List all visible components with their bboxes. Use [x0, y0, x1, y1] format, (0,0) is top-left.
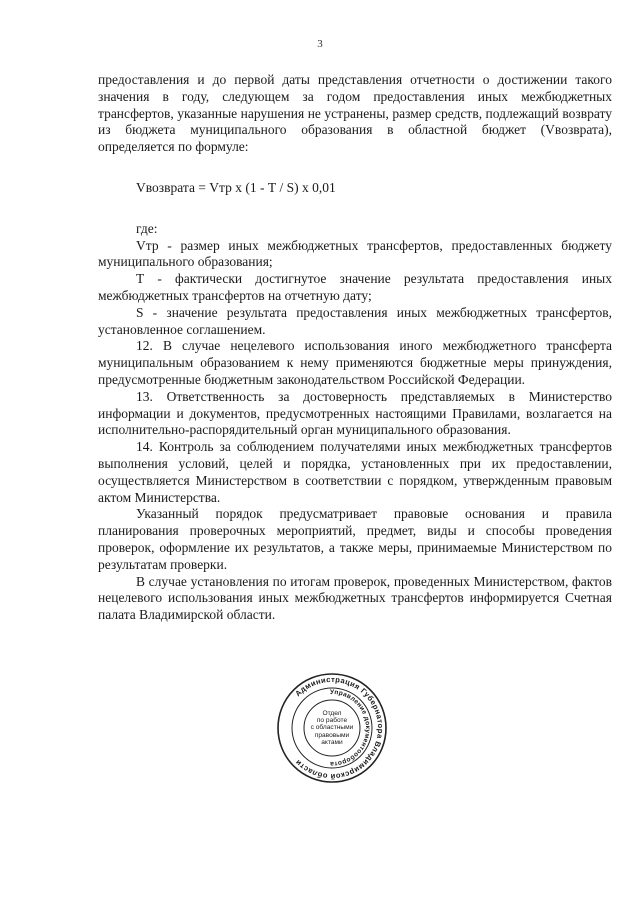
stamp-center: [310, 706, 354, 750]
stamp-line-2: по работе: [316, 717, 348, 725]
official-stamp: [276, 672, 388, 784]
clause-14-audit-chamber: В случае установления по итогам проверок, проведенных Министерством, фактов нецелевого использования иных межбюджетных трансфертов информируется Счетная палата Владимирской области.: [98, 573, 612, 623]
stamp-line-5: актами: [321, 738, 343, 746]
stamp-ring-text: Управление документооборота: [329, 688, 372, 768]
stamp-line-3: с областными: [310, 724, 354, 732]
stamp-outer-text: Администрация Губернатора Владимирской области: [293, 674, 386, 782]
where-label: где:: [136, 220, 158, 236]
stamp-line-4: правовыми: [314, 731, 350, 739]
definition-t: Т - фактически достигнутое значение результата предоставления иных межбюджетных трансфертов на отчетную дату;: [98, 271, 612, 303]
page-number: 3: [317, 38, 323, 50]
return-formula: Vвозврата = Vтр х (1 - Т / S) х 0,01: [136, 179, 336, 195]
stamp-line-1: Отдел: [322, 709, 342, 717]
clause-14-procedure: Указанный порядок предусматривает правовые основания и правила планирования проверочных мероприятий, предмет, виды и способы проведения проверок, оформление их результатов, а также меры, принимаемые Министерством по результатам проверки.: [98, 506, 612, 572]
definition-vtr: Vтр - размер иных межбюджетных трансфертов, предоставленных бюджету муниципального образования;: [98, 237, 612, 270]
paragraph-continuation: предоставления и до первой даты представления отчетности о достижении такого значения в году, следующем за годом предоставления иных межбюджетных трансфертов, указанные нарушения не устранены, размер средств, подлежащий возврату из бюджета муниципального образования в областной бюджет (Vвозврата), определяется по формуле:: [98, 72, 612, 155]
clause-13: 13. Ответственность за достоверность представляемых в Министерство информации и документов, предусмотренных настоящими Правилами, возлагается на исполнительно-распорядительный орган муниципального образования.: [98, 388, 612, 438]
clause-12: 12. В случае нецелевого использования иного межбюджетного трансферта муниципальным образованием к нему применяются бюджетные меры принуждения, предусмотренные бюджетным законодательством Российской Федерации.: [98, 338, 612, 387]
definition-s: S - значение результата предоставления иных межбюджетных трансфертов, установленное соглашением.: [98, 304, 612, 337]
clause-14: 14. Контроль за соблюдением получателями иных межбюджетных трансфертов выполнения условий, целей и порядка, установленных при их предоставлении, осуществляется Министерством в соответствии с порядком, утвержденным правовым актом Министерства.: [98, 439, 612, 505]
document-body: [98, 72, 612, 624]
